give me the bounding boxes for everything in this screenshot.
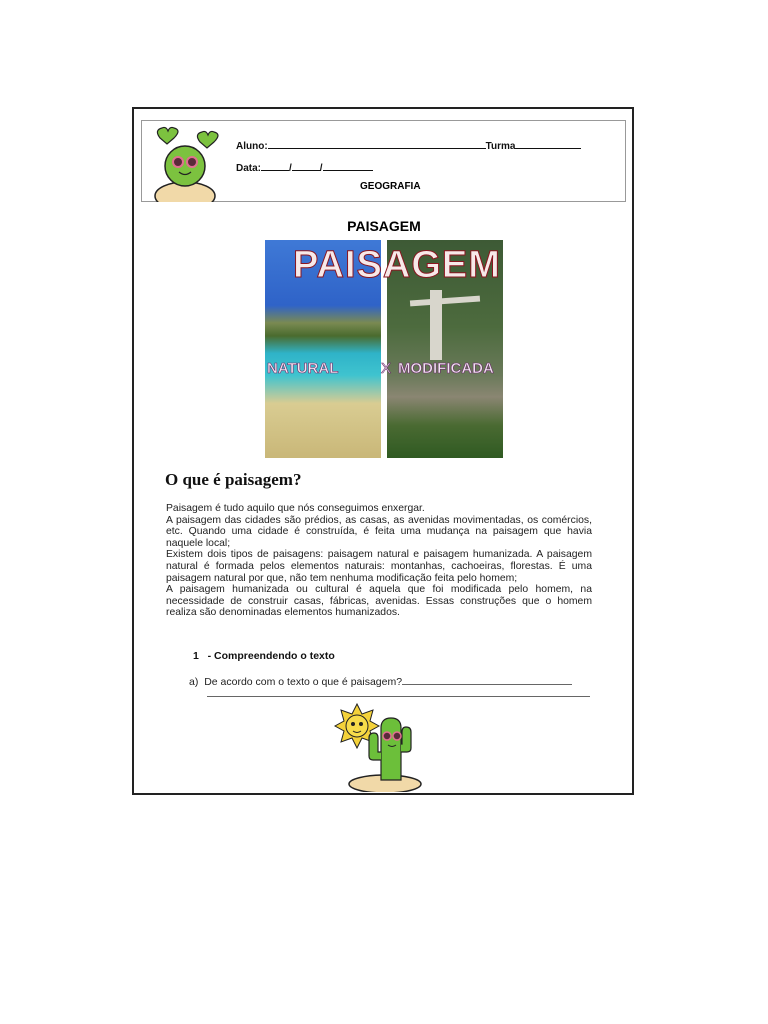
page-title: PAISAGEM (347, 218, 421, 234)
paragraph: A paisagem humanizada ou cultural é aquela que foi modificada pelo homem, na necessidade de construir casas, fábricas, avenidas. Essas construções que o homem realiza são denominadas elementos humanizados. (166, 584, 592, 619)
exercise-item-a: a) De acordo com o texto o que é paisagem? (189, 675, 572, 688)
paragraph: A paisagem das cidades são prédios, as casas, as avenidas movimentadas, os comércios, etc. Quando uma cidade é construída, é feita uma mudança na paisagem que havia naquele local; (166, 514, 592, 549)
month-line[interactable] (292, 161, 320, 171)
section-heading: O que é paisagem? (165, 470, 302, 489)
date-field[interactable]: Data: / / (236, 161, 373, 174)
image-title-text: PAISAGEM (293, 244, 501, 286)
sun-cactus-icon (333, 700, 433, 792)
subject-label: GEOGRAFIA (360, 181, 421, 192)
christ-statue (430, 290, 442, 360)
student-name-field[interactable]: Aluno: Turma (236, 139, 581, 152)
modified-caption: MODIFICADA (398, 360, 494, 377)
body-text (166, 503, 592, 619)
answer-line-2[interactable] (207, 696, 590, 697)
student-name-line[interactable] (268, 139, 486, 149)
class-line[interactable] (515, 139, 581, 149)
day-line[interactable] (261, 161, 289, 171)
natural-caption: NATURAL (267, 360, 339, 377)
exercise-title: 1 - Compreendendo o texto (193, 650, 335, 662)
year-line[interactable] (323, 161, 373, 171)
cactus-heart-icon (150, 124, 220, 202)
paragraph: Paisagem é tudo aquilo que nós conseguimos enxergar. (166, 503, 425, 514)
versus-caption: X (381, 360, 392, 377)
paragraph: Existem dois tipos de paisagens: paisagem natural e paisagem humanizada. A paisagem natural é formada pelos elementos naturais: montanhas, cachoeiras, florestas. É uma paisagem natural por que, não tem nenhuma modificação feita pelo homem; (166, 549, 592, 584)
landscape-image (265, 240, 503, 458)
answer-line[interactable] (402, 675, 572, 685)
